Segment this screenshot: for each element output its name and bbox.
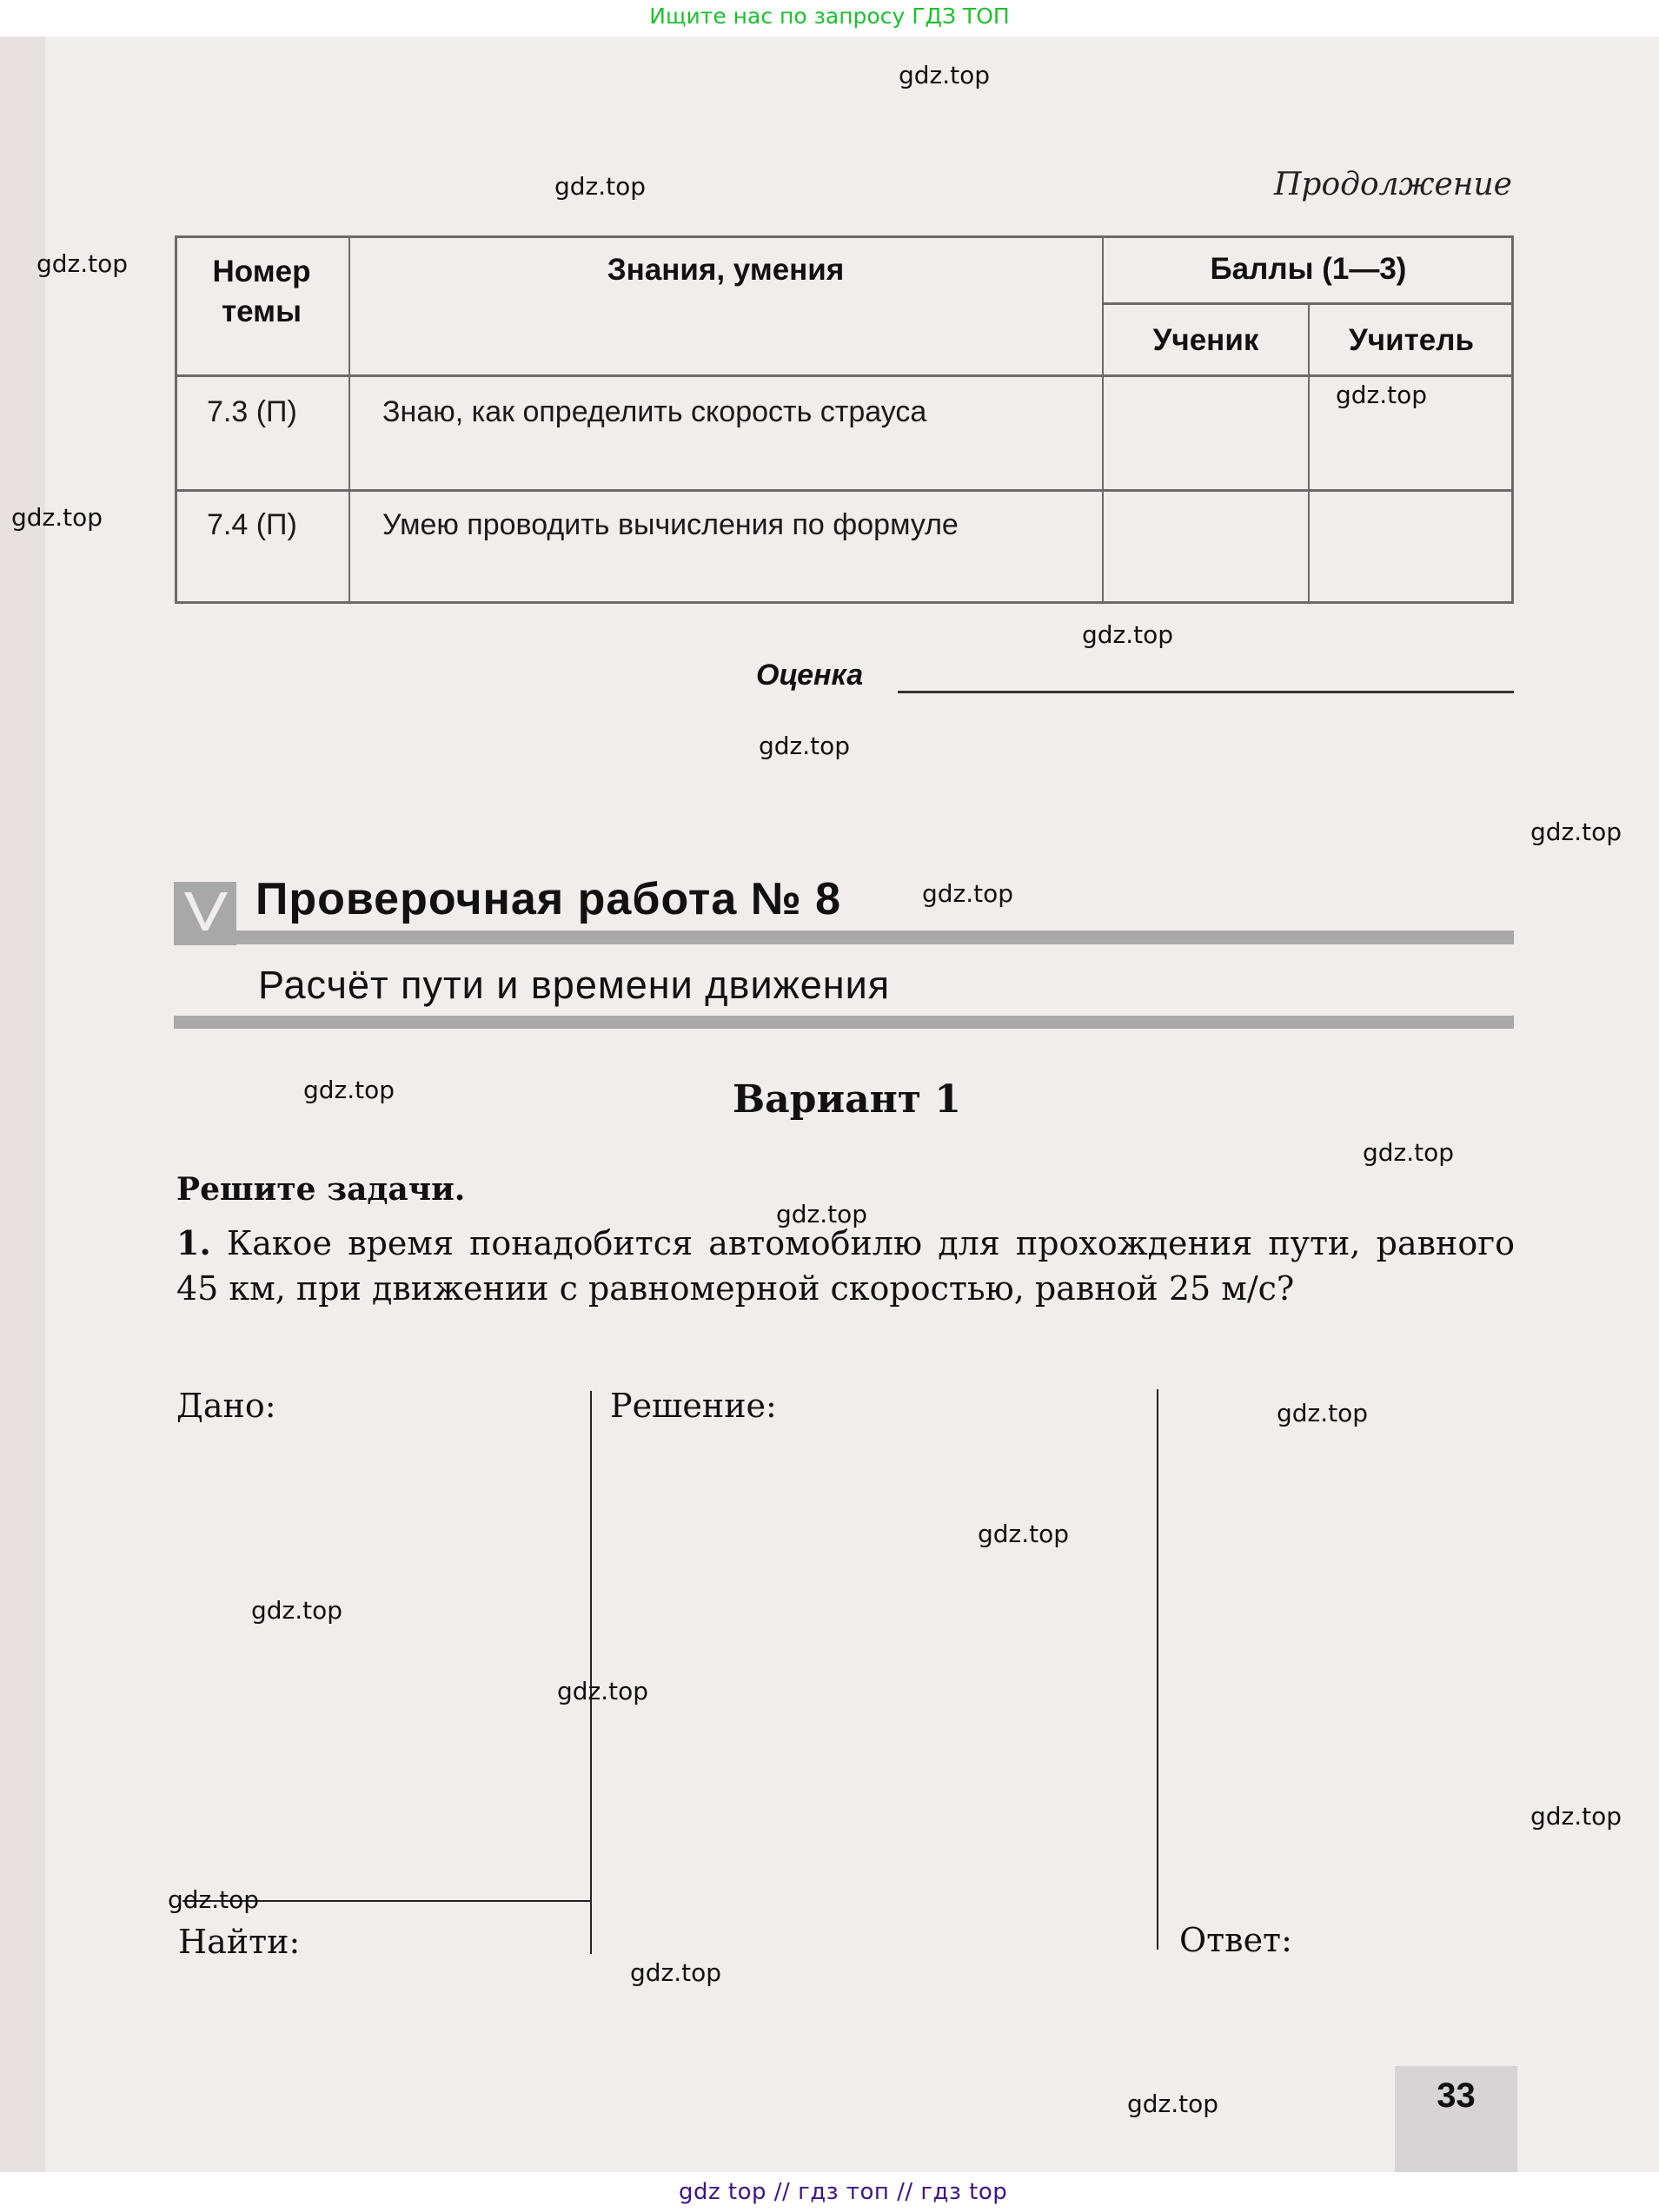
grade-input-line[interactable] [898, 691, 1514, 693]
solution-area[interactable] [596, 1434, 1152, 1955]
subtitle-underline-band [174, 1016, 1514, 1029]
instruction: Решите задачи. [176, 1171, 466, 1208]
watermark: gdz.top [978, 1520, 1070, 1548]
watermark: gdz.top [1530, 1802, 1623, 1831]
watermark: gdz.top [168, 1885, 260, 1914]
variant-title: Вариант 1 [732, 1077, 961, 1122]
header-topic-number [175, 252, 348, 332]
watermark: gdz.top [557, 1677, 649, 1705]
answer-label: Ответ: [1179, 1921, 1292, 1959]
table-divider [348, 235, 350, 604]
bottom-banner [0, 2172, 1659, 2212]
problem-number: 1. [176, 1223, 211, 1262]
top-banner [0, 0, 1659, 36]
watermark: gdz.top [630, 1958, 722, 1987]
watermark: gdz.top [759, 732, 851, 760]
table-divider [1102, 235, 1104, 604]
table-row-1-topic: 7.3 (П) [207, 395, 297, 428]
watermark: gdz.top [1127, 2089, 1219, 2118]
header-topic-number-line1: Номер [212, 255, 311, 288]
header-topic-number-line2: темы [222, 295, 302, 328]
bottom-banner-text[interactable]: gdz top // гдз топ // гдз top [679, 2179, 1008, 2205]
header-student: Ученик [1152, 323, 1259, 357]
table-divider [175, 489, 1514, 492]
watermark: gdz.top [303, 1076, 395, 1104]
watermark: gdz.top [11, 503, 103, 532]
watermark: gdz.top [554, 172, 647, 201]
watermark: gdz.top [1530, 818, 1623, 846]
page-number: 33 [1437, 2076, 1476, 2115]
solution-answer-divider [1157, 1389, 1158, 1950]
section-title: Проверочная работа № 8 [255, 874, 842, 924]
problem-text: Какое время понадобится автомобилю для прохождения пути, равного 45 км, при движении с равномерной скоростью, равной 25 м/с? [176, 1224, 1515, 1308]
given-area[interactable] [176, 1434, 585, 1894]
grade-label: Оценка [756, 659, 864, 692]
watermark: gdz.top [36, 249, 129, 278]
table-row-1-skill: Знаю, как определить скорость страуса [382, 395, 927, 428]
answer-area[interactable] [1165, 1964, 1512, 2016]
table-divider [175, 374, 1514, 377]
given-label: Дано: [176, 1387, 276, 1425]
table-row-2-student-score[interactable] [1105, 493, 1307, 601]
find-area[interactable] [176, 1964, 585, 2016]
section-subtitle: Расчёт пути и времени движения [258, 963, 891, 1007]
given-solution-divider [590, 1391, 592, 1954]
watermark: gdz.top [1277, 1399, 1369, 1427]
watermark: gdz.top [922, 879, 1014, 908]
continued-label: Продолжение [1274, 167, 1512, 202]
watermark: gdz.top [1082, 620, 1174, 649]
find-label: Найти: [178, 1923, 301, 1961]
header-skills: Знания, умения [607, 253, 845, 287]
watermark: gdz.top [1363, 1138, 1455, 1167]
table-divider [1102, 302, 1514, 305]
table-row-2-topic: 7.4 (П) [207, 508, 297, 541]
watermark: gdz.top [1336, 381, 1428, 409]
watermark: gdz.top [251, 1596, 343, 1625]
table-row-2-skill: Умею проводить вычисления по формуле [382, 508, 959, 541]
problem-1 [176, 1221, 1515, 1311]
header-points: Баллы (1—3) [1210, 252, 1407, 286]
watermark: gdz.top [776, 1200, 868, 1229]
table-row-2-teacher-score[interactable] [1311, 493, 1511, 601]
table-row-1-student-score[interactable] [1105, 379, 1307, 488]
top-banner-text[interactable]: Ищите нас по запросу ГДЗ ТОП [649, 3, 1010, 29]
watermark: gdz.top [899, 61, 991, 89]
heading-underline-band [174, 930, 1514, 944]
header-teacher: Учитель [1349, 323, 1474, 357]
solution-label: Решение: [610, 1387, 777, 1425]
